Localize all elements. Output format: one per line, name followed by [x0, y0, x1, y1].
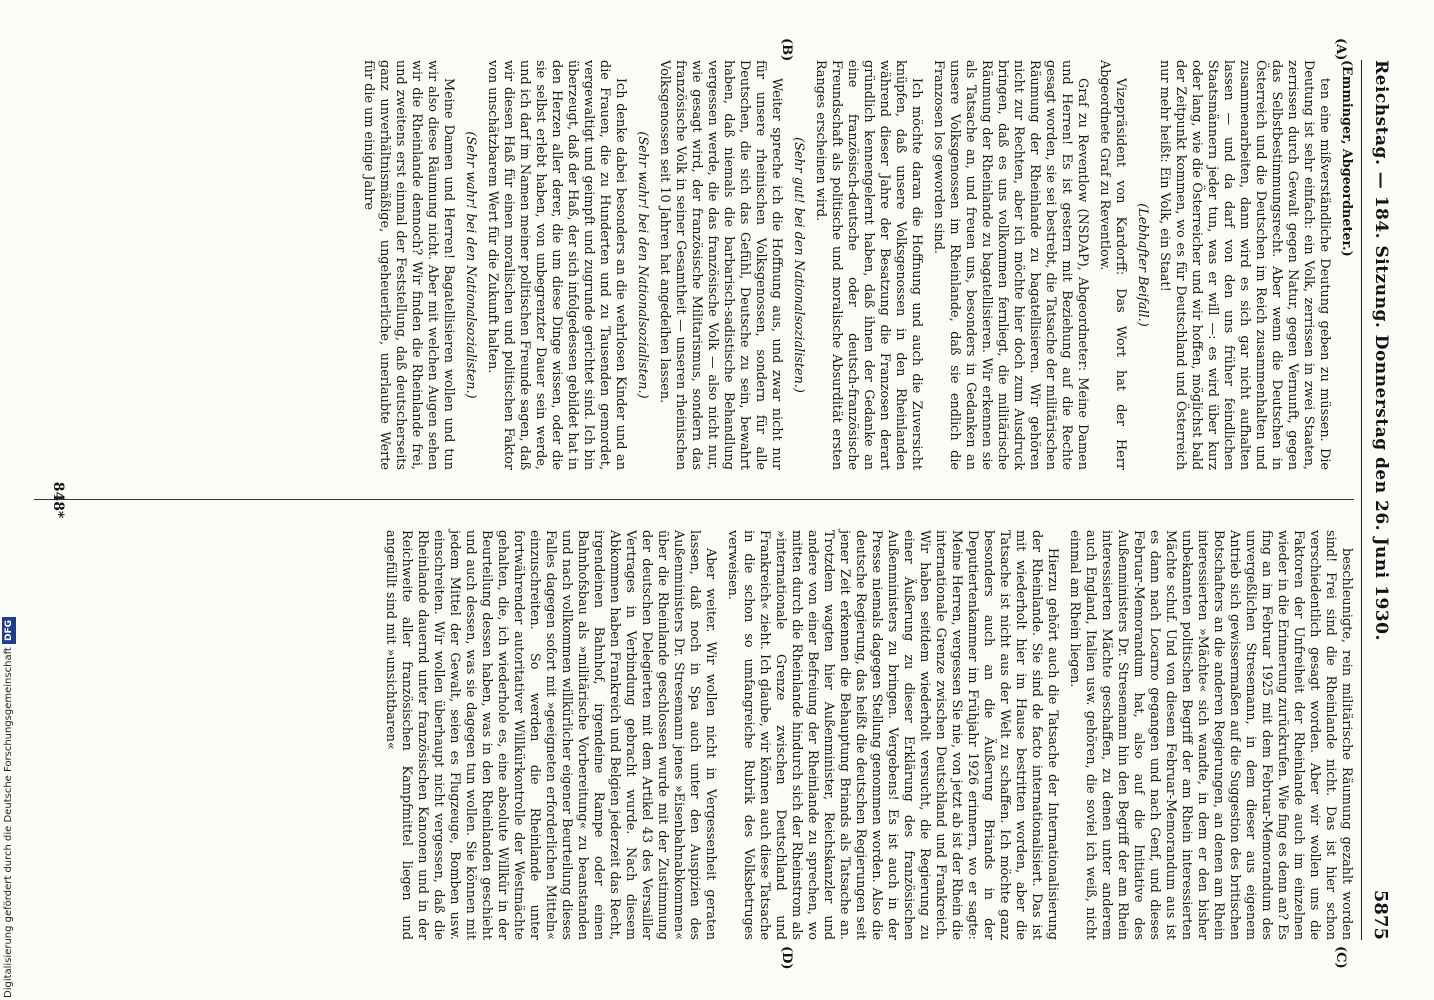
- page-header: [1366, 60, 1396, 940]
- digitization-credit: [2, 0, 18, 1000]
- paragraph: Graf zu Reventlow (NSDAP), Abgeordneter: Meine Damen und Herren! Es ist gestern mit Beziehung auf die Rechte gesagt worden, sie sei bestrebt, die Tatsache der militärischen Räumung der Rheinlande zu bagatellisieren. Wir gehören nicht zur Rechten, aber ich möchte hier doch zum Ausdruck bringen, daß es uns vollkommen fernliegt, die militärische Räumung der Rheinlande zu bagatellisieren. Wir erkennen sie als Tatsache an, und freuen uns, besonders in Gedanken an unsere Volksgenossen im Rheinlande, daß sie endlich die Franzosen los geworden sind.: [931, 60, 1090, 470]
- page-number: 5875: [1370, 889, 1392, 940]
- paragraph: ten eine mißverständliche Deutung geben zu müssen. Die Deutung ist sehr einfach: ein Volk, zerrissen in zwei Staaten, zerrissen durch Gewalt gegen Natur, gegen Vernunft, gegen das Selbstbestimmungsrecht. Aber wenn die Deutschen in Österreich und die Deutschen im Reich zusammenhalten und zusammenarbeiten, dann wird es sich gar nicht aufhalten lassen — und da darf von den uns früher feindlichen Staatsmännern jeder tun, was er will —: es wird über kurz oder lang, wie die Österreicher und wir hoffen, möglichst bald der Zeitpunkt kommen, wo es für Deutschland und Österreich nur mehr heißt: Ein Volk, ein Staat!: [1157, 60, 1332, 470]
- paragraph: Vizepräsident von Kardorff: Das Wort hat der Herr Abgeordnete Graf zu Reventlow.: [1097, 60, 1128, 470]
- right-column: [376, 530, 1354, 940]
- margin-letter-a: (A): [1333, 38, 1348, 61]
- audience-reaction: (Sehr wahr! bei den Nationalsozialisten.): [635, 131, 650, 399]
- paragraph: beschleunigte, rein militärische Räumung gezahlt worden sind! Frei sind die Rheinlande nicht. Das ist hier schon verschiedentlich gesagt worden. Aber wir wollen uns die Faktoren der Unfreiheit der Rheinlande auch im einzelnen wieder in die Erinnerung zurückrufen. Wie fing es denn an? Es fing an im Februar 1925 mit dem Februar-Memorandum des unvergeßlichen Stresemann, in dem dieser aus eigenem Antrieb sich gewissermaßen auf die Suggestion des britischen Botschafters an die anderen Regierungen, an denen am Rhein interessierten »Mächte« sich wandte, in dem er den bisher unbekannten politischen Begriff der am Rhein interessierten Mächte schuf. Und von diesem Februar-Memorandum aus ist es dann nach Locarno gegangen und nach Genf, und dieses Februar-Memorandum hat, also auf die Initiative des Außenministers Dr. Stresemann hin den Begriff der am Rhein interessierten Mächte geschaffen, zu denen unter anderem auch England, Italien usw. gehören, die soviel ich weiß, nicht einmal am Rhein liegen.: [1067, 530, 1354, 940]
- header-rule: [1361, 60, 1362, 940]
- paragraph: Hierzu gehört auch die Tatsache der Internationalisierung der Rheinlande. Sie sind de facto internationalisiert. Das ist mit wiederholt hier im Hause bestritten worden, aber die Tatsache ist nicht aus der Welt zu schaffen. Ich möchte ganz besonders auch an die Äußerung Briands in der Deputiertenkammer im Frühjahr 1926 erinnern, wo er sagte: Meine Herren, vergessen Sie nie, von jetzt ab ist der Rhein die internationale Grenze zwischen Deutschland und Frankreich. Wir haben seitdem wiederholt versucht, die Regierung zu einer Äußerung zu dieser Erklärung des französischen Außenministers zu bringen. Vergebens! Es ist auch in der Presse niemals dagegen Stellung genommen worden. Also die deutsche Regierung, das heißt die deutschen Regierungen seit jener Zeit erkennen die Behauptung Briands als Tatsache an. Trotzdem wagten hier Außenminister, Reichskanzler und andere von einer Befreiung der Rheinlande zu sprechen, wo mitten durch die Rheinlande hindurch sich der Rheinstrom als »internationale Grenze zwischen Deutschland und Frankreich« zieht. Ich glaube, wir können auch diese Tatsache in die schon so umfangreiche Rubrik des Volksbetruges verweisen.: [725, 530, 1060, 940]
- session-title: Reichstag. — 184. Sitzung. Donnerstag den 26. Juni 1930.: [1371, 60, 1391, 641]
- left-column: [354, 60, 1354, 470]
- dfg-logo: DFG: [2, 617, 16, 644]
- paragraph: Ich denke dabei besonders an die wehrlosen Kinder und an die Frauen, die zu Hunderten und zu Tausenden gemordet, vergewaltigt und geimpft und zugrunde gerichtet sind. Ich bin überzeugt, daß der Haß, der sich infolgedessen gebildet hat in den Herzen aller derer, die um diese Dinge wissen, oder die sie selbst erlebt haben, von unbegrenzter Dauer sein werde, und ich darf im Namen meiner politischen Freunde sagen, daß wir diesen Haß für einen moralischen und politischen Faktor von unschätzbarem Wert für die Zukunft halten.: [485, 60, 628, 470]
- paragraph: Aber weiter. Wir wollen nicht in Vergessenheit geraten lassen, daß noch in Spa auch unter den Auspizien des Außenministers Dr. Stresemann jenes »Eisenbahnabkommen« über die Rheinlande geschlossen wurde mit der Zustimmung der deutschen Delegierten mit dem Artikel 43 des Versailler Vertrages in Verbindung gebracht wurde. Nach diesem Abkommen haben Frankreich und Belgien jederzeit das Recht, irgendeinen Bahnhof, irgendeine Rampe oder einen Bahnhofsbau als »militärische Vorbereitung« zu beanstanden und nach vollkommen willkürlicher eigener Beurteilung dieses Falles dagegen sofort mit »geeigneten erforderlichen Mitteln« einzuschreiten. So werden die Rheinlande unter fortwährender autoritativer Willkürkontrolle der Westmächte gehalten, die, ich wiederhole es, eine absolute Willkür in der Beurteilung dessen haben, was in den Rheinlanden geschieht und auch dessen, was sie dagegen tun wollen. Sie können mit jedem Mittel der Gewalt, seien es Flugzeuge, Bomben usw. einschreiten. Wir wollen überhaupt nicht vergessen, daß die Rheinlande dauernd unter französischen Kanonen und in der Reichweite aller französischen Kampfmittel liegen und angefüllt sind mit »unsichtbaren«: [383, 530, 718, 940]
- credit-text: Digitalisierung gefördert durch die Deutsche Forschungsgemeinschaft: [3, 647, 14, 998]
- margin-letter-d: (D): [779, 946, 794, 970]
- sheet-signature: 848*: [50, 481, 66, 519]
- column-divider: [34, 499, 1354, 500]
- audience-reaction: (Sehr wahr! bei den Nationalsozialisten.): [463, 131, 478, 399]
- audience-reaction: (Lebhafter Beifall.): [1135, 203, 1150, 327]
- margin-letter-c: (C): [1333, 946, 1348, 969]
- audience-reaction: (Sehr gut! bei den Nationalsozialisten.): [791, 137, 806, 393]
- margin-letter-b: (B): [779, 38, 794, 62]
- paragraph: Weiter spreche ich die Hoffnung aus, und zwar nicht nur für unsere rheinischen Volksgenossen, sondern für alle Deutschen, die sich das Gefühl, Deutsche zu sein, bewahrt haben, daß niemals die barbarisch-sadistische Behandlung vergessen werde, die das französische Volk — also nicht nur, wie gesagt wird, der französische Militarismus, sondern das französische Volk in seiner Gesamtheit — unseren rheinischen Volksgenossen seit 10 Jahren hat angedeihen lassen.: [657, 60, 784, 470]
- paragraph: Ich möchte daran die Hoffnung und auch die Zuversicht knüpfen, daß unsere Volksgenossen in den Rheinlanden während dieser Jahre der Besatzung die Franzosen derart gründlich kennengelernt haben, daß ihnen der Gedanke an eine französisch-deutsche oder deutsch-französische Freundschaft als politische und moralische Absurdität ersten Ranges erscheinen wird.: [813, 60, 924, 470]
- paragraph: Meine Damen und Herren! Bagatellisieren wollen und tun wir also diese Räumung nicht. Aber mit welchen Augen sehen wir die Rheinlande dennoch? Wir finden die Rheinlande frei, und zweitens erst einmal der Feststellung, daß deutscherseits ganz unverhältnismäßige, ungeheuerliche, unerlaubte Werte für die um einige Jahre: [361, 60, 456, 470]
- speaker-attribution: (Emminger, Abgeordneter.): [1339, 60, 1354, 257]
